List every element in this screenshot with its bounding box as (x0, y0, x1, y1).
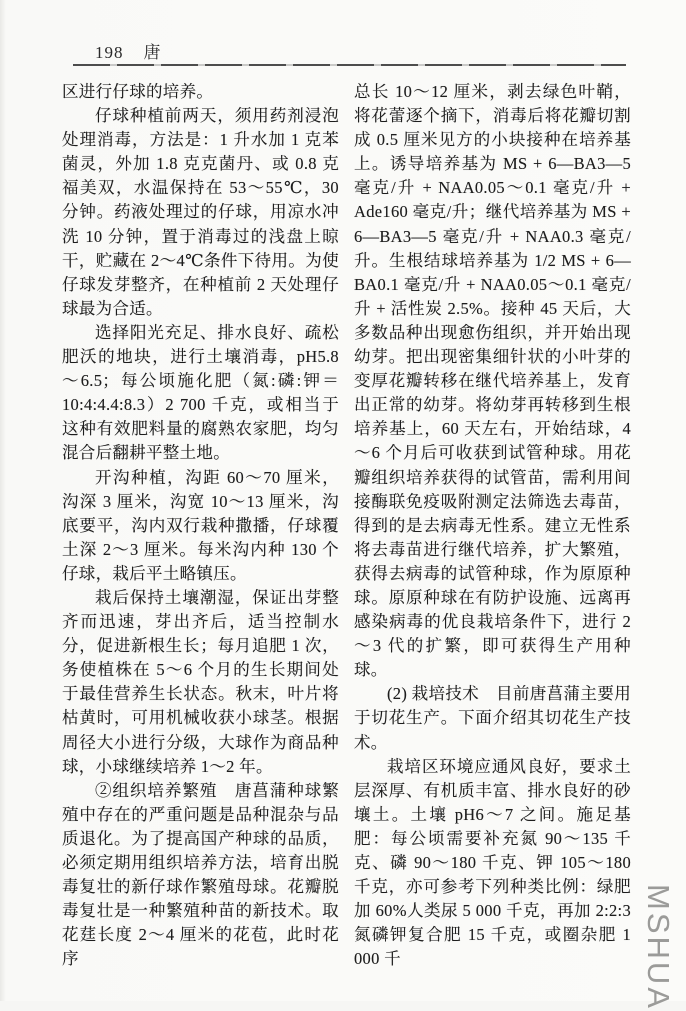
paragraph: (2) 栽培技术 目前唐菖蒲主要用于切花生产。下面介绍其切花生产技术。 (354, 684, 631, 752)
text-column-right (354, 80, 631, 971)
page-header (95, 38, 162, 63)
page-number: 198 (95, 43, 124, 62)
paragraph: 区进行仔球的培养。 (62, 82, 214, 101)
paragraph: 仔球种植前两天，须用药剂浸泡处理消毒，方法是：1 升水加 1 克苯菌灵，外加 1.8 克克菌丹、或 0.8 克福美双，水温保持在 53～55℃，30 分钟。药液处理过的仔球，用凉水冲洗 10 分钟，置于消毒过的浅盘上晾干，贮藏在 2～4℃条件下待用。为使仔球发芽整齐，在种植前 2 天处理仔球最为合适。 (62, 106, 339, 318)
paragraph: 选择阳光充足、排水良好、疏松肥沃的地块，进行土壤消毒，pH5.8～6.5；每公顷施化肥（氮:磷:钾＝10:4:4.4:8.3）2 700 千克，或相当于这种有效肥料量的腐熟农家肥，均匀混合后翻耕平整土地。 (62, 322, 339, 463)
running-title: 唐 (143, 43, 162, 62)
paragraph: 栽培区环境应通风良好，要求土层深厚、有机质丰富、排水良好的砂壤土。土壤 pH6～7 之间。施足基肥：每公顷需要补充氮 90～135 千克、磷 90～180 千克、钾 105～180 千克，亦可参考下列种类比例：绿肥加 60%人类尿 5 000 千克，再加 2:2:3 氮磷钾复合肥 15 千克，或圈杂肥 1 000 千 (354, 756, 631, 969)
watermark-text: MSHUA (641, 884, 676, 1011)
paragraph: ②组织培养繁殖 唐菖蒲种球繁殖中存在的严重问题是品种混杂与品质退化。为了提高国产种球的品质，必须定期用组织培养方法，培育出脱毒复壮的新仔球作繁殖母球。花瓣脱毒复壮是一种繁殖种苗的新技术。取花莛长度 2～4 厘米的花苞，此时花序 (62, 780, 339, 969)
paragraph: 栽后保持土壤潮湿，保证出芽整齐而迅速，芽出齐后，适当控制水分，促进新根生长；每月追肥 1 次，务使植株在 5～6 个月的生长期间处于最佳营养生长状态。秋末，叶片将枯黄时，可用机械收获小球茎。根据周径大小进行分级，大球作为商品种球，小球继续培养 1～2 年。 (62, 587, 339, 776)
text-body (62, 80, 632, 971)
paragraph: 总长 10～12 厘米，剥去绿色叶鞘，将花蕾逐个摘下，消毒后将花瓣切割成 0.5 厘米见方的小块接种在培养基上。诱导培养基为 MS + 6—BA3—5 毫克/升 + NAA0.05～0.1 毫克/升 + Ade160 毫克/升；继代培养基为 MS + 6—BA3—5 毫克/升 + NAA0.3 毫克/升。生根结球培养基为 1/2 MS + 6—BA0.1 毫克/升 + NAA0.05～0.1 毫克/升 + 活性炭 2.5%。接种 45 天后，大多数品种出现愈伤组织，并开始出现幼芽。把出现密集细针状的小叶芽的变厚花瓣转移在继代培养基上，发育出正常的幼芽。将幼芽再转移到生根培养基上，60 天左右，开始结球，4～6 个月后可收获到试管种球。用花瓣组织培养获得的试管苗，需利用间接酶联免疫吸附测定法筛选去毒苗，得到的是去病毒无性系。建立无性系将去毒苗进行继代培养，扩大繁殖，获得去病毒的试管种球，作为原原种球。原原种球在有防护设施、远离再感染病毒的优良栽培条件下，进行 2～3 代的扩繁，即可获得生产用种球。 (354, 82, 631, 680)
text-column-left (62, 80, 339, 971)
paragraph: 开沟种植，沟距 60～70 厘米，沟深 3 厘米，沟宽 10～13 厘米，沟底要平，沟内双行栽种撒播，仔球覆土深 2～3 厘米。每米沟内种 130 个仔球，栽后平土略镇压。 (62, 467, 339, 583)
header-rule (73, 64, 626, 66)
